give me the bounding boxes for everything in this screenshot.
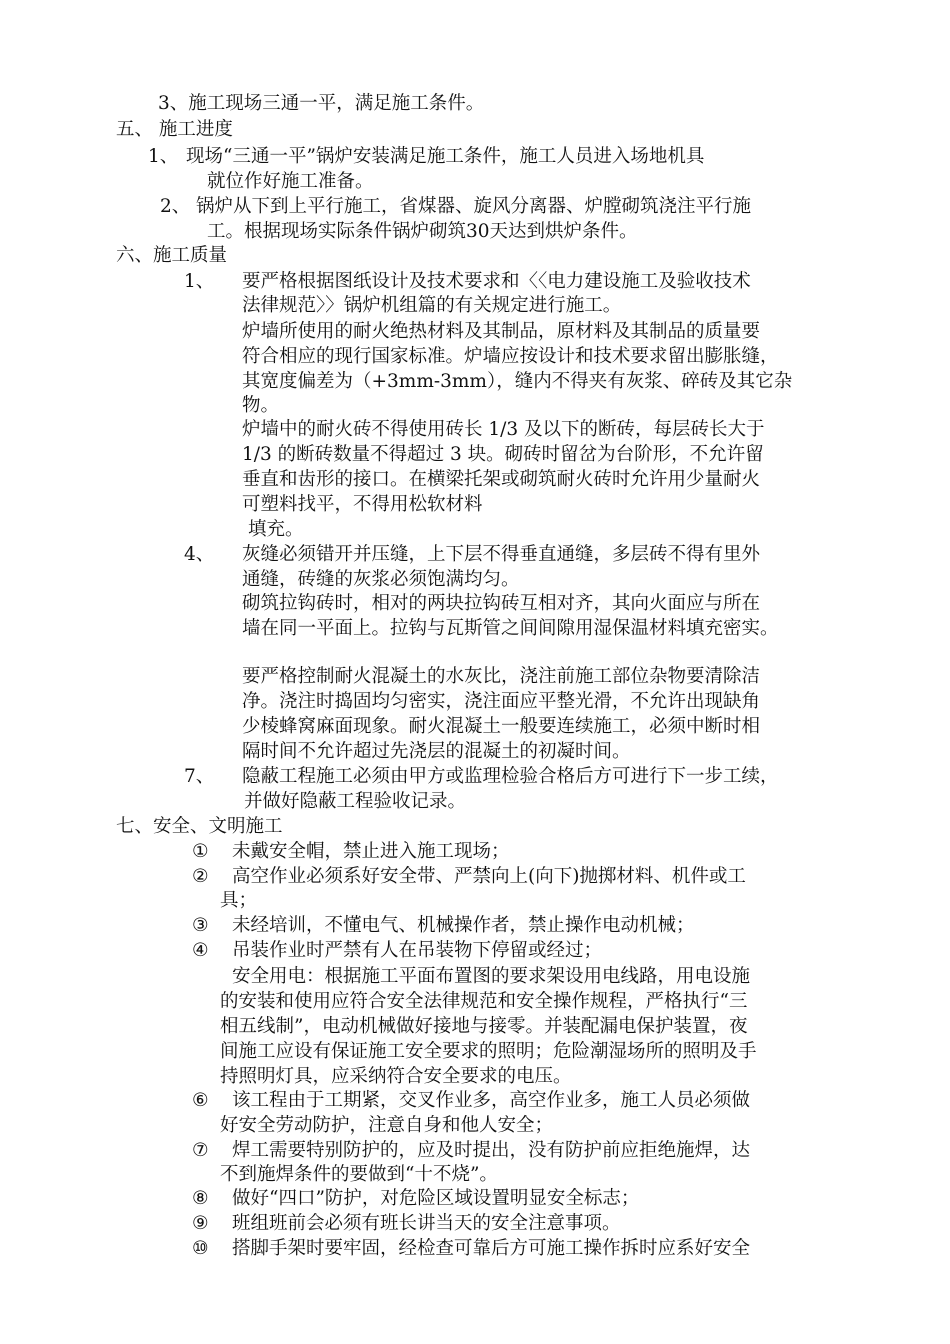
list-item-3: 3、施工现场三通一平，满足施工条件。: [158, 93, 485, 114]
paragraph-line: 班组班前会必须有班长讲当天的安全注意事项。: [232, 1213, 621, 1234]
paragraph-line: 未经培训，不懂电气、机械操作者，禁止操作电动机械；: [232, 915, 695, 936]
paragraph-line: 灰缝必须错开并压缝，上下层不得垂直通缝，多层砖不得有里外: [242, 544, 761, 565]
item-marker: ④: [192, 940, 209, 961]
paragraph-line: 不到施焊条件的要做到“十不烧”。: [220, 1164, 498, 1185]
item-marker: ③: [192, 915, 209, 936]
paragraph-line: 安全用电：根据施工平面布置图的要求架设用电线路，用电设施: [232, 966, 751, 987]
item-marker: 1、: [184, 271, 215, 292]
paragraph-line: 炉墙中的耐火砖不得使用砖长 1/3 及以下的断砖，每层砖长大于: [242, 419, 765, 440]
item-marker: ②: [192, 866, 209, 887]
paragraph-line: 就位作好施工准备。: [207, 171, 374, 192]
paragraph-line: 法律规范〉〉锅炉机组篇的有关规定进行施工。: [242, 295, 622, 316]
paragraph-line: 未戴安全帽，禁止进入施工现场；: [232, 841, 510, 862]
paragraph-line: 墙在同一平面上。拉钩与瓦斯管之间间隙用湿保温材料填充密实。: [242, 618, 779, 639]
paragraph-line: 其宽度偏差为（+3mm-3mm），缝内不得夹有灰浆、碎砖及其它杂: [242, 371, 793, 392]
paragraph-line: 焊工需要特别防护的，应及时提出，没有防护前应拒绝施焊，达: [232, 1140, 751, 1161]
paragraph-line: 可塑料找平，不得用松软材料: [242, 494, 483, 515]
paragraph-line: 间施工应设有保证施工安全要求的照明；危险潮湿场所的照明及手: [220, 1041, 757, 1062]
item-marker: ⑦: [192, 1140, 209, 1161]
section-7-heading: 七、安全、文明施工: [116, 816, 283, 837]
paragraph-line: 少棱蜂窝麻面现象。耐火混凝土一般要连续施工，必须中断时相: [242, 716, 761, 737]
section-5-heading: 五、 施工进度: [116, 119, 233, 140]
paragraph-line: 并做好隐蔽工程验收记录。: [244, 791, 467, 812]
paragraph-line: 该工程由于工期紧，交叉作业多，高空作业多，施工人员必须做: [232, 1090, 751, 1111]
section-6-heading: 六、施工质量: [116, 245, 228, 266]
paragraph-line: 净。浇注时捣固均匀密实，浇注面应平整光滑，不允许出现缺角: [242, 691, 761, 712]
item-marker: 2、: [160, 196, 191, 217]
item-marker: ①: [192, 841, 209, 862]
paragraph-line: 做好“四口”防护，对危险区域设置明显安全标志；: [232, 1188, 640, 1209]
paragraph-line: 物。: [242, 395, 280, 416]
item-marker: 7、: [184, 766, 215, 787]
item-marker: ⑨: [192, 1213, 209, 1234]
paragraph-line: 砌筑拉钩砖时，相对的两块拉钩砖互相对齐，其向火面应与所在: [242, 593, 761, 614]
paragraph-line: 搭脚手架时要牢固，经检查可靠后方可施工操作拆时应系好安全: [232, 1238, 751, 1259]
paragraph-line: 要严格控制耐火混凝土的水灰比，浇注前施工部位杂物要清除洁: [242, 666, 761, 687]
item-marker: 4、: [184, 544, 215, 565]
paragraph-line: 现场“三通一平”锅炉安装满足施工条件，施工人员进入场地机具: [186, 146, 705, 167]
paragraph-line: 高空作业必须系好安全带、严禁向上(向下)抛掷材料、机件或工: [232, 866, 746, 887]
paragraph-line: 具；: [220, 890, 258, 911]
paragraph-line: 符合相应的现行国家标准。炉墙应按设计和技术要求留出膨胀缝，: [242, 346, 779, 367]
paragraph-line: 隐蔽工程施工必须由甲方或监理检验合格后方可进行下一步工续，: [242, 766, 779, 787]
paragraph-line: 要严格根据图纸设计及技术要求和〈〈电力建设施工及验收技术: [242, 271, 751, 292]
paragraph-line: 持照明灯具，应采纳符合安全要求的电压。: [220, 1066, 572, 1087]
paragraph-line: 的安装和使用应符合安全法律规范和安全操作规程，严格执行“三: [220, 991, 748, 1012]
paragraph-line: 1/3 的断砖数量不得超过 3 块。砌砖时留岔为台阶形，不允许留: [242, 444, 764, 465]
paragraph-line: 垂直和齿形的接口。在横梁托架或砌筑耐火砖时允许用少量耐火: [242, 469, 761, 490]
item-marker: ⑩: [192, 1238, 209, 1259]
paragraph-line: 填充。: [248, 519, 304, 540]
item-marker: 1、: [148, 146, 179, 167]
paragraph-line: 锅炉从下到上平行施工，省煤器、旋风分离器、炉膛砌筑浇注平行施: [196, 196, 752, 217]
item-marker: ⑥: [192, 1090, 209, 1111]
paragraph-line: 工。根据现场实际条件锅炉砌筑30天达到烘炉条件。: [207, 221, 638, 242]
paragraph-line: 相五线制”，电动机械做好接地与接零。并装配漏电保护装置，夜: [220, 1016, 748, 1037]
paragraph-line: 通缝，砖缝的灰浆必须饱满均匀。: [242, 569, 520, 590]
paragraph-line: 吊装作业时严禁有人在吊装物下停留或经过；: [232, 940, 603, 961]
paragraph-line: 好安全劳动防护，注意自身和他人安全；: [220, 1115, 554, 1136]
item-marker: ⑧: [192, 1188, 209, 1209]
paragraph-line: 隔时间不允许超过先浇层的混凝土的初凝时间。: [242, 741, 631, 762]
paragraph-line: 炉墙所使用的耐火绝热材料及其制品，原材料及其制品的质量要: [242, 321, 761, 342]
